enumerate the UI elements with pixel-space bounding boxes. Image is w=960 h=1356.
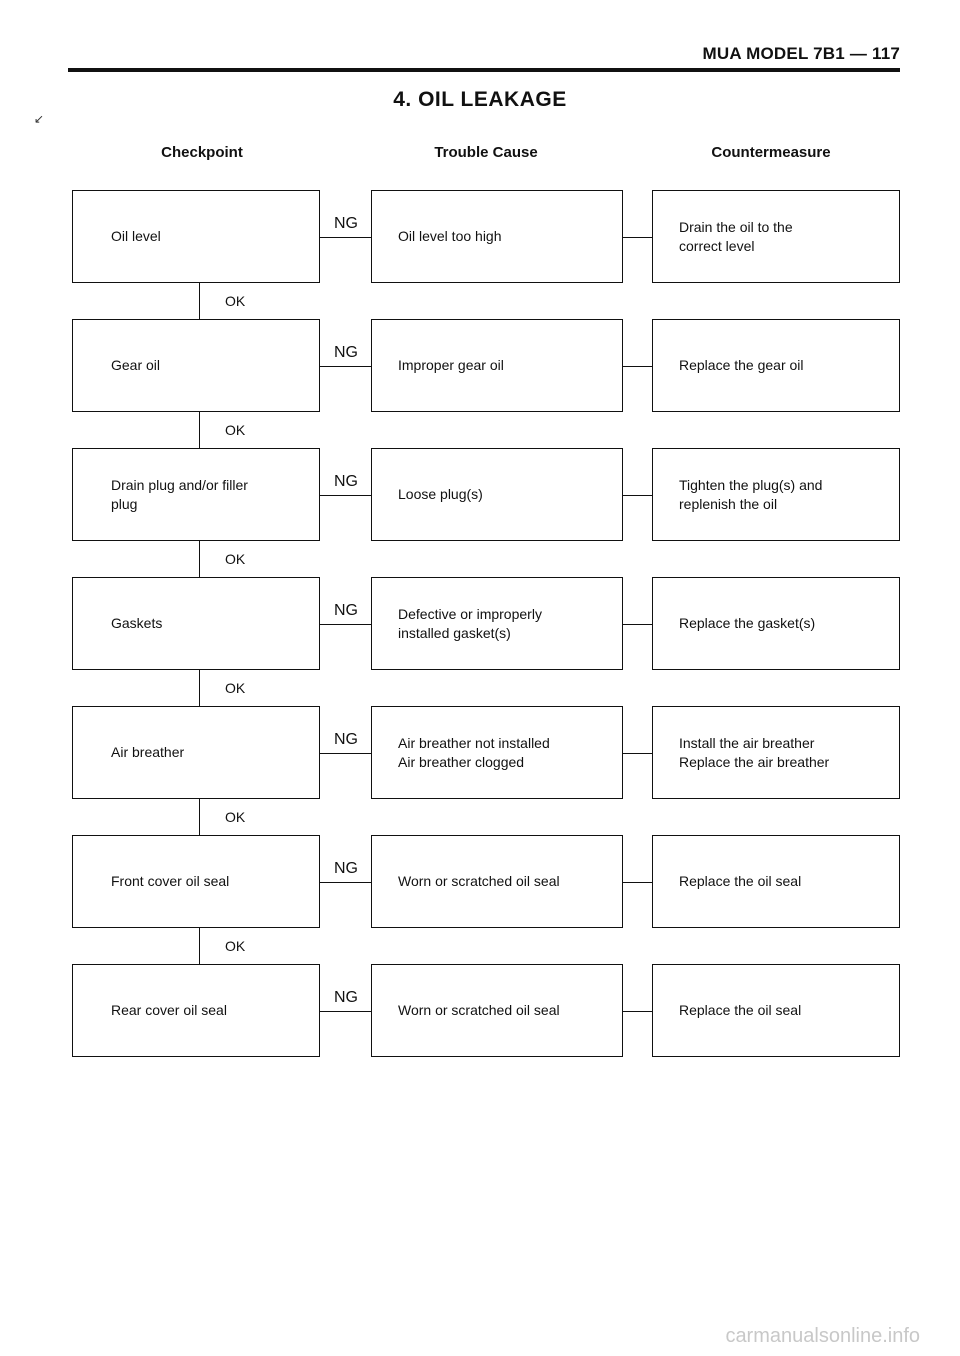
- page-header: MUA MODEL 7B1 — 117: [702, 44, 900, 63]
- trouble-cause-box-text: Air breather not installed Air breather clogged: [398, 734, 550, 770]
- countermeasure-box: [652, 577, 900, 670]
- ok-connector: [199, 928, 200, 964]
- trouble-cause-box: [371, 190, 623, 283]
- ng-connector: [320, 1011, 371, 1012]
- ok-connector: [199, 799, 200, 835]
- countermeasure-box-text: Replace the gasket(s): [679, 615, 816, 631]
- countermeasure-box: [652, 835, 900, 928]
- checkpoint-box: [72, 964, 320, 1057]
- checkpoint-box: [72, 448, 320, 541]
- cause-countermeasure-connector: [623, 237, 652, 238]
- column-header-countermeasure: Countermeasure: [711, 144, 831, 161]
- trouble-cause-box-text: Worn or scratched oil seal: [398, 1002, 560, 1018]
- trouble-cause-box-text: Worn or scratched oil seal: [398, 873, 560, 889]
- section-title: 4. OIL LEAKAGE: [393, 88, 567, 111]
- checkpoint-box-text: Rear cover oil seal: [111, 1002, 227, 1018]
- trouble-cause-box: [371, 319, 623, 412]
- cause-countermeasure-connector: [623, 624, 652, 625]
- checkpoint-box: [72, 577, 320, 670]
- ng-label: NG: [334, 601, 358, 619]
- countermeasure-box-text: Replace the oil seal: [679, 1002, 802, 1018]
- checkpoint-box: [72, 319, 320, 412]
- ok-label: OK: [225, 293, 246, 309]
- ok-label: OK: [225, 809, 246, 825]
- ng-label: NG: [334, 730, 358, 748]
- ok-label: OK: [225, 938, 246, 954]
- countermeasure-box: [652, 319, 900, 412]
- ok-label: OK: [225, 551, 246, 567]
- trouble-cause-box-text: Improper gear oil: [398, 357, 504, 373]
- countermeasure-box-text: Tighten the plug(s) and replenish the oil: [679, 476, 823, 512]
- checkpoint-box-text: Front cover oil seal: [111, 873, 230, 889]
- trouble-cause-box-text: Loose plug(s): [398, 486, 483, 502]
- ng-label: NG: [334, 472, 358, 490]
- countermeasure-box-text: Replace the oil seal: [679, 873, 802, 889]
- countermeasure-box-text: Drain the oil to the correct level: [679, 218, 793, 254]
- cause-countermeasure-connector: [623, 753, 652, 754]
- countermeasure-box-text: Install the air breather Replace the air breather: [679, 734, 830, 770]
- checkpoint-box-text: Drain plug and/or filler plug: [111, 476, 248, 512]
- cause-countermeasure-connector: [623, 495, 652, 496]
- cause-countermeasure-connector: [623, 882, 652, 883]
- ok-label: OK: [225, 422, 246, 438]
- ok-connector: [199, 283, 200, 319]
- ng-label: NG: [334, 859, 358, 877]
- checkpoint-box: [72, 706, 320, 799]
- column-header-trouble-cause: Trouble Cause: [434, 144, 538, 161]
- trouble-cause-box-text: Defective or improperly installed gasket(s): [398, 605, 542, 641]
- trouble-cause-box: [371, 448, 623, 541]
- checkpoint-box-text: Gear oil: [111, 357, 161, 373]
- countermeasure-box: [652, 964, 900, 1057]
- ng-label: NG: [334, 988, 358, 1006]
- checkpoint-box: [72, 190, 320, 283]
- countermeasure-box: [652, 448, 900, 541]
- ng-connector: [320, 366, 371, 367]
- cause-countermeasure-connector: [623, 366, 652, 367]
- watermark: carmanualsonline.info: [725, 1325, 920, 1347]
- ok-connector: [199, 541, 200, 577]
- ng-connector: [320, 624, 371, 625]
- countermeasure-box: [652, 190, 900, 283]
- ng-label: NG: [334, 343, 358, 361]
- ok-connector: [199, 412, 200, 448]
- trouble-cause-box-text: Oil level too high: [398, 228, 502, 244]
- checkpoint-box: [72, 835, 320, 928]
- checkpoint-box-text: Gaskets: [111, 615, 163, 631]
- trouble-cause-box: [371, 706, 623, 799]
- checkpoint-box-text: Oil level: [111, 228, 161, 244]
- column-header-checkpoint: Checkpoint: [161, 144, 243, 161]
- checkpoint-box-text: Air breather: [111, 744, 185, 760]
- trouble-cause-box: [371, 964, 623, 1057]
- ok-label: OK: [225, 680, 246, 696]
- countermeasure-box: [652, 706, 900, 799]
- ng-connector: [320, 753, 371, 754]
- ng-connector: [320, 237, 371, 238]
- header-rule: [68, 68, 900, 72]
- countermeasure-box-text: Replace the gear oil: [679, 357, 804, 373]
- ng-connector: [320, 495, 371, 496]
- ok-connector: [199, 670, 200, 706]
- trouble-cause-box: [371, 835, 623, 928]
- trouble-cause-box: [371, 577, 623, 670]
- scan-mark: ↙: [34, 112, 45, 126]
- cause-countermeasure-connector: [623, 1011, 652, 1012]
- ng-connector: [320, 882, 371, 883]
- ng-label: NG: [334, 214, 358, 232]
